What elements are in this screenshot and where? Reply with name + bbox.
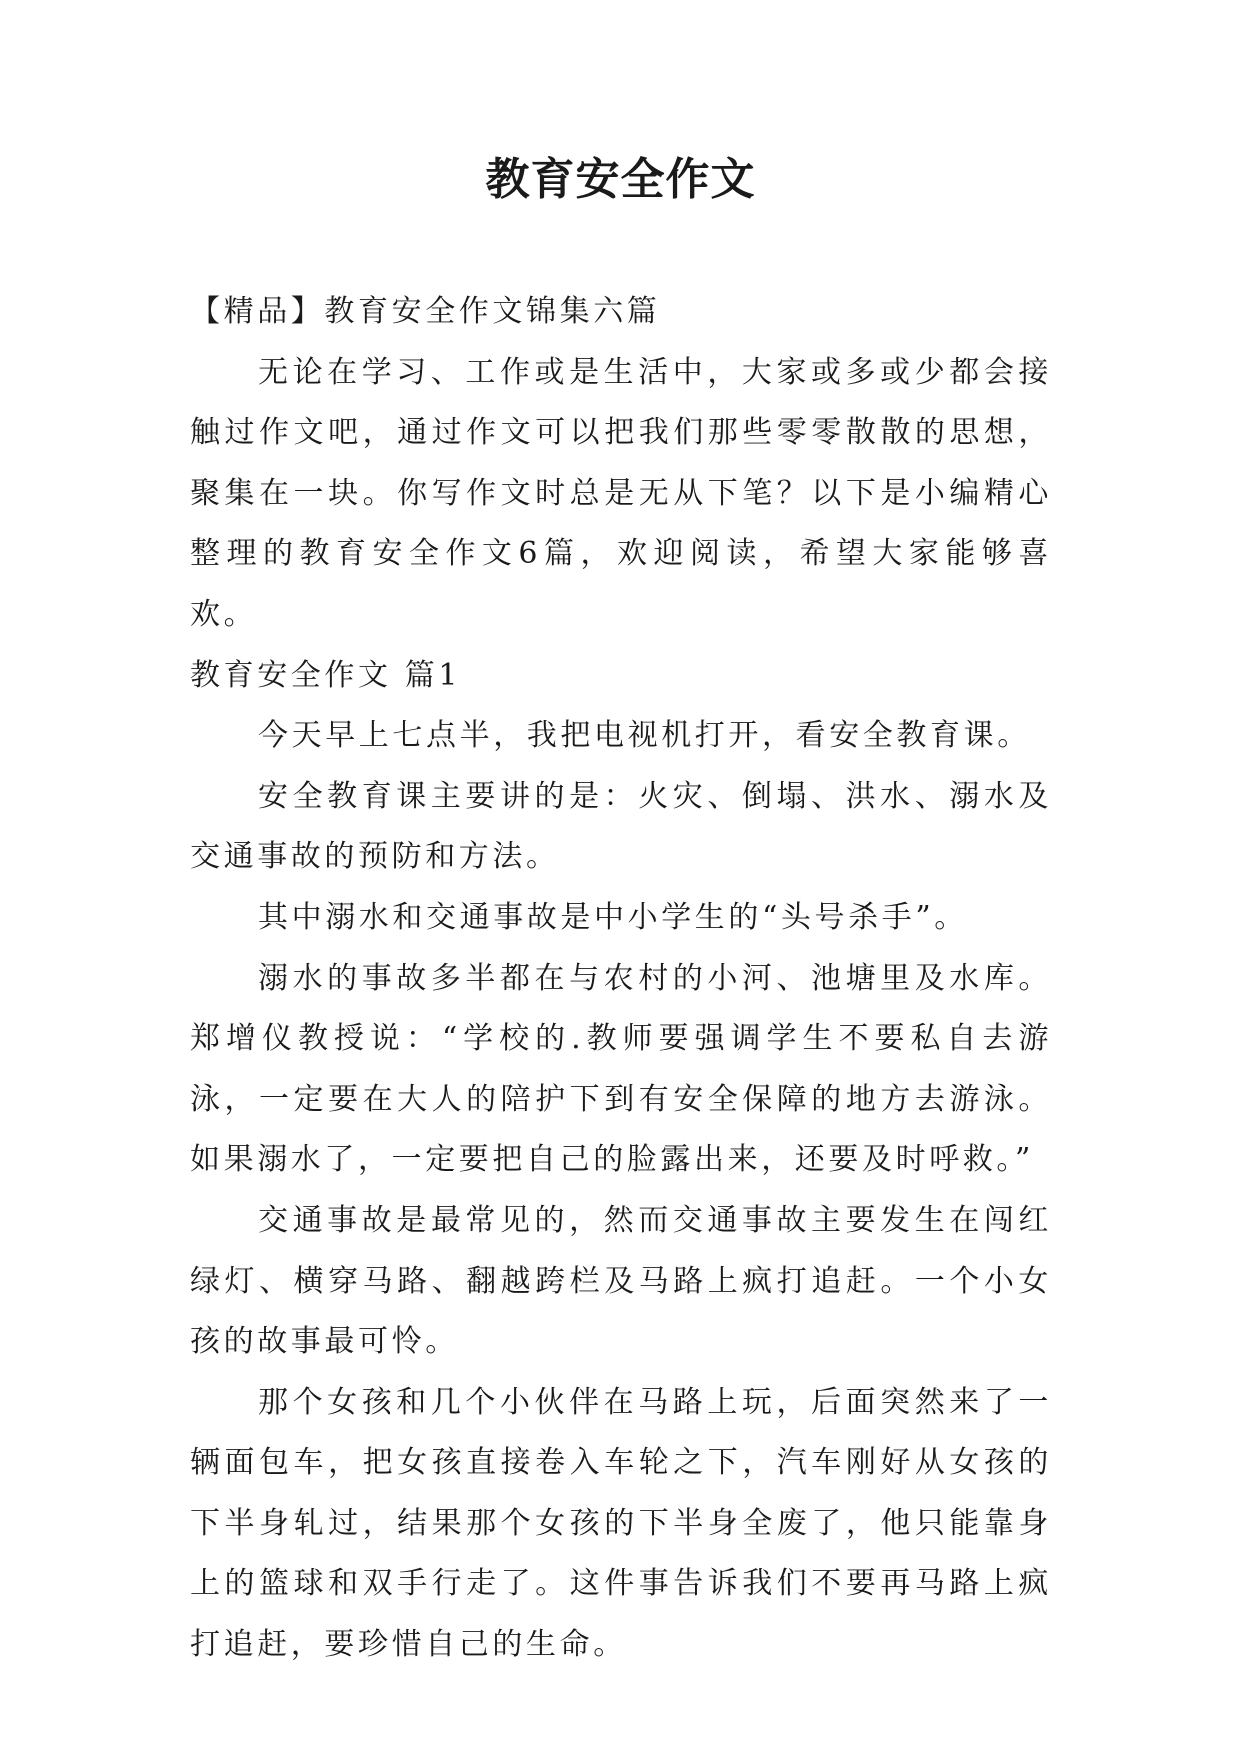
paragraph: 交通事故是最常见的，然而交通事故主要发生在闯红绿灯、横穿马路、翻越跨栏及马路上疯打追赶。一个小女孩的故事最可怜。 bbox=[190, 1202, 1052, 1360]
document-body bbox=[190, 282, 1052, 1676]
section-heading: 教育安全作文 篇1 bbox=[190, 657, 462, 693]
paragraph: 那个女孩和几个小伙伴在马路上玩，后面突然来了一辆面包车，把女孩直接卷入车轮之下，汽车刚好从女孩的下半身轧过，结果那个女孩的下半身全废了，他只能靠身上的篮球和双手行走了。这件事告诉我们不要再马路上疯打追赶，要珍惜自己的生命。 bbox=[190, 1384, 1052, 1663]
paragraph: 溺水的事故多半都在与农村的小河、池塘里及水库。郑增仪教授说：“学校的.教师要强调学生不要私自去游泳，一定要在大人的陪护下到有安全保障的地方去游泳。如果溺水了，一定要把自己的脸露出来，还要及时呼救。” bbox=[190, 960, 1052, 1178]
paragraph: 其中溺水和交通事故是中小学生的“头号杀手”。 bbox=[258, 899, 968, 935]
document-title: 教育安全作文 bbox=[485, 154, 756, 205]
paragraph-intro: 无论在学习、工作或是生活中，大家或多或少都会接触过作文吧，通过作文可以把我们那些零零散散的思想，聚集在一块。你写作文时总是无从下笔？以下是小编精心整理的教育安全作文6篇，欢迎阅读，希望大家能够喜欢。 bbox=[190, 354, 1052, 632]
paragraph: 安全教育课主要讲的是：火灾、倒塌、洪水、溺水及交通事故的预防和方法。 bbox=[190, 778, 1052, 875]
document-subtitle: 【精品】教育安全作文锦集六篇 bbox=[190, 294, 661, 329]
paragraph: 今天早上七点半，我把电视机打开，看安全教育课。 bbox=[258, 718, 1031, 754]
